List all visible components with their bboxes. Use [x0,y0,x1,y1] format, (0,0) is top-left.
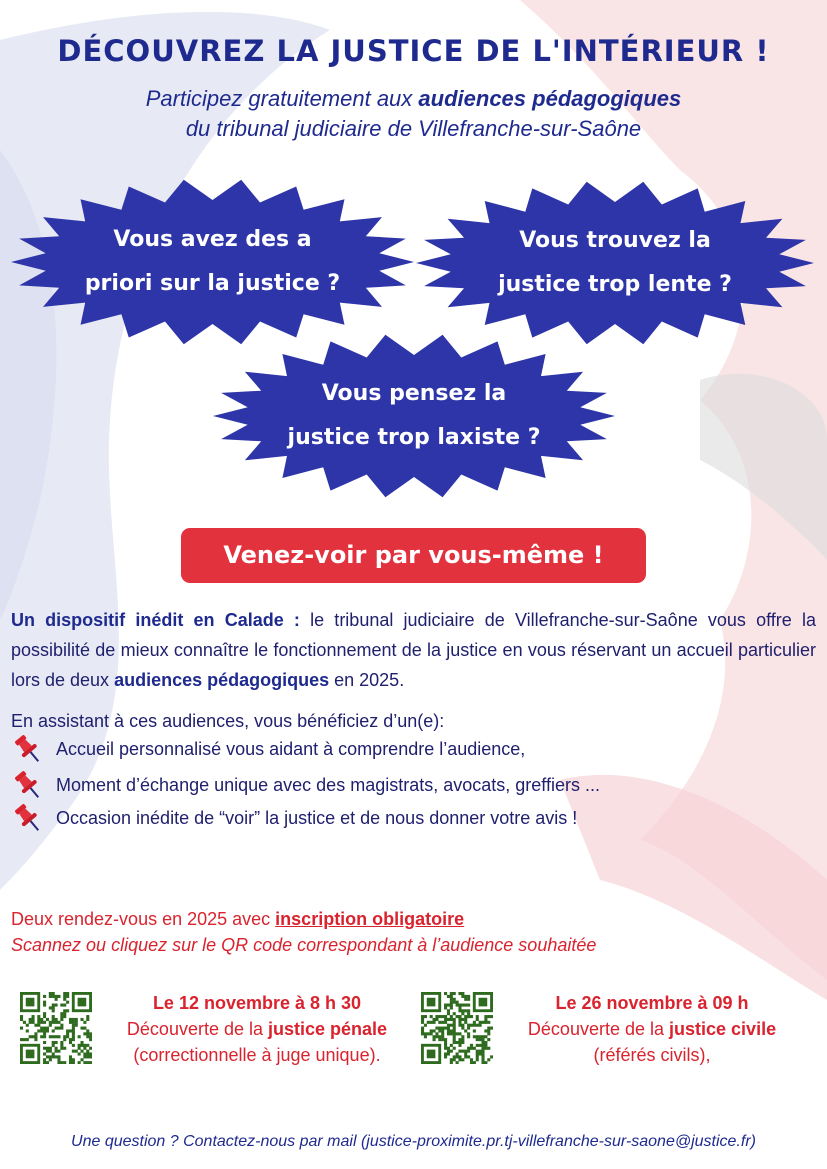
intro-highlight: audiences pédagogiques [114,670,330,690]
come-see-banner: Venez-voir par vous-même ! [181,528,646,583]
subtitle-highlight: audiences pédagogiques [418,86,682,111]
intro-text-2: en 2025. [329,670,405,690]
question-burst-3 [212,333,616,499]
page-title: DÉCOUVREZ LA JUSTICE DE L'INTÉRIEUR ! [57,34,770,68]
qr-code-penal[interactable] [20,992,92,1064]
registration-link[interactable]: inscription obligatoire [275,909,465,929]
session-date: Le 26 novembre à 09 h [555,993,749,1013]
benefit-label: Moment d’échange unique avec des magistrats, avocats, greffiers ... [56,774,600,795]
registration-instruction: Scannez ou cliquez sur le QR code correspondant à l’audience souhaitée [11,935,597,955]
session-penal [102,990,412,1068]
question-text-3 [212,333,616,499]
session-desc-text: Découverte de la [527,1019,670,1039]
question-1-line-1: Vous avez des a [113,227,312,252]
benefits-lead: En assistant à ces audiences, vous bénéficiez d’un(e): [11,711,445,731]
intro-lead: Un dispositif inédit en Calade : [11,610,300,630]
push-pin-icon [10,801,46,835]
question-1-line-2: priori sur la justice ? [84,271,341,296]
benefit-item [10,732,810,766]
session-detail: (correctionnelle à juge unique). [133,1045,381,1065]
intro-text-1: le tribunal judiciaire de Villefranche-sur-Saône vous offre la possibilité de mieux connaître le fonctionnement de la justice en vous réservant un accueil particulier lors de deux [11,610,816,690]
push-pin-icon [10,768,46,802]
question-2-line-1: Vous trouvez la [519,228,711,253]
push-pin-icon [10,732,46,766]
subtitle-line-1 [0,84,827,114]
session-civil [497,990,807,1068]
benefit-item [10,801,810,835]
subtitle-text: Participez gratuitement aux [145,86,419,111]
question-text-2 [415,180,815,346]
session-description [102,1016,412,1042]
session-desc-highlight: justice civile [669,1019,777,1039]
session-desc-highlight: justice pénale [268,1019,388,1039]
contact-footer: Une question ? Contactez-nous par mail (justice-proximite.pr.tj-villefranche-sur-saone@justice.fr) [71,1133,756,1150]
session-desc-text: Découverte de la [126,1019,269,1039]
question-3-line-1: Vous pensez la [321,381,507,406]
question-2-line-2: justice trop lente ? [498,272,732,297]
session-date: Le 12 novembre à 8 h 30 [152,993,362,1013]
question-burst-2 [415,180,815,346]
benefit-label: Accueil personnalisé vous aidant à comprendre l’audience, [56,738,526,759]
question-burst-1 [10,178,415,346]
benefit-label: Occasion inédite de “voir” la justice et de nous donner votre avis ! [56,807,578,828]
session-detail: (référés civils), [593,1045,711,1065]
question-text-1 [10,178,415,346]
subtitle-line-2: du tribunal judiciaire de Villefranche-sur-Saône [185,116,642,141]
session-description [497,1016,807,1042]
page-subtitle [0,84,827,144]
registration-text: Deux rendez-vous en 2025 avec [11,909,276,929]
intro-paragraph [11,605,816,695]
question-3-line-2: justice trop laxiste ? [287,425,541,450]
registration-line [11,906,816,932]
benefit-item [10,768,810,802]
qr-code-civil[interactable] [421,992,493,1064]
